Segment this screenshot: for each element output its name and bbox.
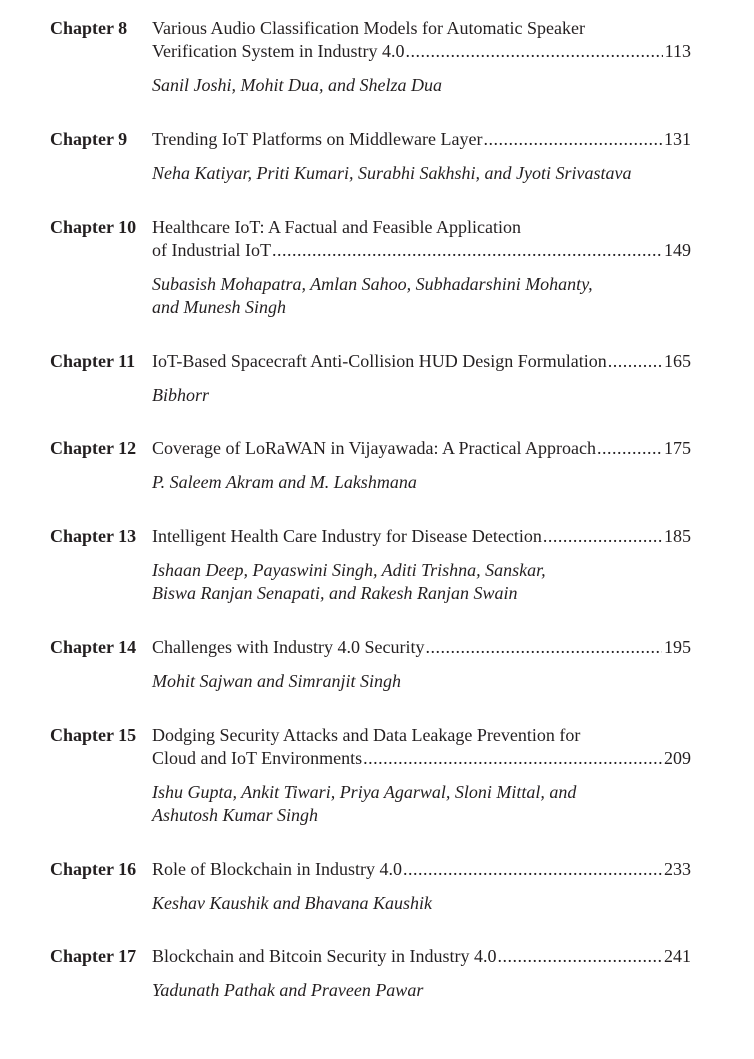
page-number: 165	[664, 351, 691, 371]
chapter-label: Chapter 15	[50, 725, 137, 745]
chapter-body	[152, 945, 691, 1002]
chapter-authors	[152, 162, 691, 185]
dot-leader	[597, 437, 662, 460]
chapter-title-text: Coverage of LoRaWAN in Vijayawada: A Practical Approach	[152, 438, 596, 458]
chapter-label: Chapter 12	[50, 438, 137, 458]
chapter-title-line: Dodging Security Attacks and Data Leakage Prevention for	[152, 725, 581, 745]
chapter-body	[152, 17, 691, 97]
chapter-title-text: Cloud and IoT Environments	[152, 748, 363, 768]
chapter-title-line	[152, 239, 691, 262]
chapter-authors	[152, 559, 691, 605]
chapter-title-text: Blockchain and Bitcoin Security in Industry 4.0	[152, 946, 497, 966]
page-number: 209	[664, 748, 691, 768]
chapter-title-line	[152, 636, 691, 659]
dot-leader	[543, 525, 662, 548]
chapter-title-line: Healthcare IoT: A Factual and Feasible Application	[152, 217, 521, 237]
chapter-label: Chapter 17	[50, 946, 137, 966]
chapter-authors	[152, 979, 691, 1002]
chapter-title-line	[152, 128, 691, 151]
chapter-label: Chapter 8	[50, 18, 128, 38]
page-number: 175	[664, 438, 691, 458]
dot-leader	[405, 40, 662, 63]
chapter-authors	[152, 781, 691, 827]
page-number: 149	[664, 240, 691, 260]
author-line: Yadunath Pathak and Praveen Pawar	[152, 980, 424, 1000]
chapter-body	[152, 525, 691, 605]
author-line: P. Saleem Akram and M. Lakshmana	[152, 472, 417, 492]
chapter-body	[152, 636, 691, 693]
dot-leader	[272, 239, 662, 262]
author-line: Keshav Kaushik and Bhavana Kaushik	[152, 893, 432, 913]
author-line: Ishaan Deep, Payaswini Singh, Aditi Trishna, Sanskar,	[152, 560, 546, 580]
author-line: Sanil Joshi, Mohit Dua, and Shelza Dua	[152, 75, 442, 95]
chapter-title-line	[152, 858, 691, 881]
dot-leader	[403, 858, 662, 881]
dot-leader	[483, 128, 662, 151]
page-number: 185	[664, 526, 691, 546]
chapter-title-line	[152, 40, 691, 63]
chapter-title-text: Role of Blockchain in Industry 4.0	[152, 859, 402, 879]
chapter-title-line	[152, 747, 691, 770]
chapter-title-line	[152, 525, 691, 548]
chapter-title-line	[152, 437, 691, 460]
author-line: Ashutosh Kumar Singh	[152, 805, 319, 825]
chapter-label: Chapter 11	[50, 351, 136, 371]
chapter-label: Chapter 14	[50, 637, 137, 657]
dot-leader	[363, 747, 662, 770]
author-line: Bibhorr	[152, 385, 210, 405]
chapter-authors	[152, 471, 691, 494]
page-number: 241	[664, 946, 691, 966]
page-number: 233	[664, 859, 691, 879]
chapter-title-line: Various Audio Classification Models for Automatic Speaker	[152, 18, 585, 38]
chapter-title-text: of Industrial IoT	[152, 240, 271, 260]
author-line: Mohit Sajwan and Simranjit Singh	[152, 671, 402, 691]
chapter-label: Chapter 16	[50, 859, 137, 879]
page-number: 131	[664, 129, 691, 149]
chapter-body	[152, 350, 691, 407]
chapter-label: Chapter 9	[50, 129, 128, 149]
dot-leader	[497, 945, 662, 968]
author-line: and Munesh Singh	[152, 297, 286, 317]
chapter-authors	[152, 670, 691, 693]
chapter-label: Chapter 13	[50, 526, 137, 546]
chapter-title-line	[152, 945, 691, 968]
chapter-title-text: IoT-Based Spacecraft Anti-Collision HUD Design Formulation	[152, 351, 607, 371]
chapter-label: Chapter 10	[50, 217, 137, 237]
page-number: 195	[664, 637, 691, 657]
author-line: Ishu Gupta, Ankit Tiwari, Priya Agarwal, Sloni Mittal, and	[152, 782, 577, 802]
author-line: Biswa Ranjan Senapati, and Rakesh Ranjan Swain	[152, 583, 518, 603]
chapter-authors	[152, 892, 691, 915]
chapter-body	[152, 128, 691, 185]
chapter-body	[152, 216, 691, 319]
chapter-authors	[152, 74, 691, 97]
chapter-body	[152, 858, 691, 915]
chapter-title-line	[152, 350, 691, 373]
chapter-authors	[152, 273, 691, 319]
chapter-title-text: Verification System in Industry 4.0	[152, 41, 405, 61]
author-line: Neha Katiyar, Priti Kumari, Surabhi Sakhshi, and Jyoti Srivastava	[152, 163, 632, 183]
dot-leader	[608, 350, 662, 373]
page-number: 113	[664, 41, 691, 61]
chapter-body	[152, 437, 691, 494]
chapter-body	[152, 724, 691, 827]
dot-leader	[425, 636, 662, 659]
chapter-title-text: Challenges with Industry 4.0 Security	[152, 637, 425, 657]
chapter-authors	[152, 384, 691, 407]
author-line: Subasish Mohapatra, Amlan Sahoo, Subhadarshini Mohanty,	[152, 274, 593, 294]
chapter-title-text: Intelligent Health Care Industry for Disease Detection	[152, 526, 542, 546]
chapter-title-text: Trending IoT Platforms on Middleware Layer	[152, 129, 483, 149]
